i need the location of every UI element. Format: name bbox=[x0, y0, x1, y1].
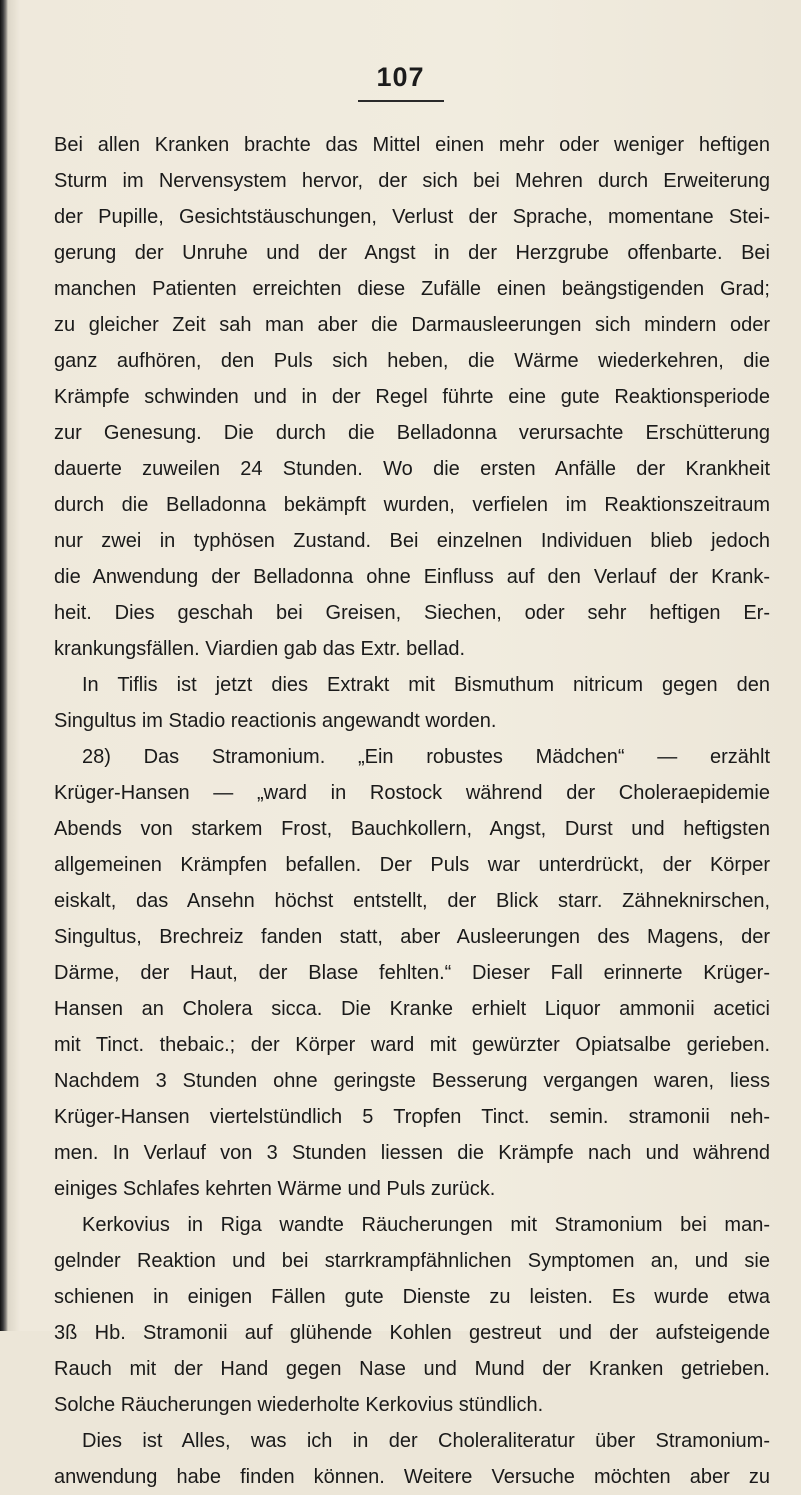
text-line: zur Genesung. Die durch die Belladonna verursachte Erschütterung bbox=[54, 422, 770, 444]
text-line: Solche Räucherungen wiederholte Kerkovius stündlich. bbox=[54, 1394, 544, 1416]
text-line: Singultus im Stadio reactionis angewandt worden. bbox=[54, 710, 497, 732]
text-line: zu gleicher Zeit sah man aber die Darmausleerungen sich mindern oder bbox=[54, 314, 770, 336]
text-line: eiskalt, das Ansehn höchst entstellt, der Blick starr. Zähneknirschen, bbox=[54, 890, 770, 912]
text-line: Rauch mit der Hand gegen Nase und Mund der Kranken getrieben. bbox=[54, 1358, 770, 1380]
text-line: schienen in einigen Fällen gute Dienste zu leisten. Es wurde etwa bbox=[54, 1286, 770, 1308]
text-line: ganz aufhören, den Puls sich heben, die Wärme wiederkehren, die bbox=[54, 350, 770, 372]
text-line: 3ß Hb. Stramonii auf glühende Kohlen gestreut und der aufsteigende bbox=[54, 1322, 770, 1344]
text-line: Sturm im Nervensystem hervor, der sich bei Mehren durch Erweiterung bbox=[54, 170, 770, 192]
text-line: Bei allen Kranken brachte das Mittel einen mehr oder weniger heftigen bbox=[54, 134, 770, 156]
text-line: gerung der Unruhe und der Angst in der Herzgrube offenbarte. Bei bbox=[54, 242, 770, 264]
book-spine-shadow bbox=[0, 0, 8, 1331]
text-line: manchen Patienten erreichten diese Zufälle einen beängstigenden Grad; bbox=[54, 278, 770, 300]
text-line: mit Tinct. thebaic.; der Körper ward mit gewürzter Opiatsalbe gerieben. bbox=[54, 1034, 770, 1056]
text-line: Kerkovius in Riga wandte Räucherungen mit Stramonium bei man- bbox=[82, 1214, 770, 1236]
text-line: In Tiflis ist jetzt dies Extrakt mit Bismuthum nitricum gegen den bbox=[82, 674, 770, 696]
text-line: Nachdem 3 Stunden ohne geringste Besserung vergangen waren, liess bbox=[54, 1070, 770, 1092]
text-line: Krüger-Hansen — „ward in Rostock während der Choleraepidemie bbox=[54, 782, 770, 804]
text-line: Därme, der Haut, der Blase fehlten.“ Dieser Fall erinnerte Krüger- bbox=[54, 962, 770, 984]
text-line: gelnder Reaktion und bei starrkrampfähnlichen Symptomen an, und sie bbox=[54, 1250, 770, 1272]
text-line: Krüger-Hansen viertelstündlich 5 Tropfen Tinct. semin. stramonii neh- bbox=[54, 1106, 770, 1128]
page-number-rule bbox=[358, 100, 444, 102]
text-line: Abends von starkem Frost, Bauchkollern, Angst, Durst und heftigsten bbox=[54, 818, 770, 840]
text-line: men. In Verlauf von 3 Stunden liessen die Krämpfe nach und während bbox=[54, 1142, 770, 1164]
text-line: Krämpfe schwinden und in der Regel führte eine gute Reaktionsperiode bbox=[54, 386, 770, 408]
page-number: 107 bbox=[376, 62, 425, 92]
text-line: die Anwendung der Belladonna ohne Einfluss auf den Verlauf der Krank- bbox=[54, 566, 770, 588]
text-line: Dies ist Alles, was ich in der Choleraliteratur über Stramonium- bbox=[82, 1430, 770, 1452]
body-text bbox=[54, 127, 770, 1495]
text-line: der Pupille, Gesichtstäuschungen, Verlust der Sprache, momentane Stei- bbox=[54, 206, 770, 228]
text-line: Singultus, Brechreiz fanden statt, aber Ausleerungen des Magens, der bbox=[54, 926, 770, 948]
text-line: durch die Belladonna bekämpft wurden, verfielen im Reaktionszeitraum bbox=[54, 494, 770, 516]
text-line: 28) Das Stramonium. „Ein robustes Mädchen“ — erzählt bbox=[82, 746, 770, 768]
text-line: dauerte zuweilen 24 Stunden. Wo die ersten Anfälle der Krankheit bbox=[54, 458, 770, 480]
text-line: Hansen an Cholera sicca. Die Kranke erhielt Liquor ammonii acetici bbox=[54, 998, 770, 1020]
text-line: krankungsfällen. Viardien gab das Extr. bellad. bbox=[54, 638, 466, 660]
text-line: allgemeinen Krämpfen befallen. Der Puls war unterdrückt, der Körper bbox=[54, 854, 770, 876]
text-line: einiges Schlafes kehrten Wärme und Puls zurück. bbox=[54, 1178, 496, 1200]
text-line: nur zwei in typhösen Zustand. Bei einzelnen Individuen blieb jedoch bbox=[54, 530, 770, 552]
text-line: heit. Dies geschah bei Greisen, Siechen, oder sehr heftigen Er- bbox=[54, 602, 770, 624]
text-line: anwendung habe finden können. Weitere Versuche möchten aber zu bbox=[54, 1466, 770, 1488]
